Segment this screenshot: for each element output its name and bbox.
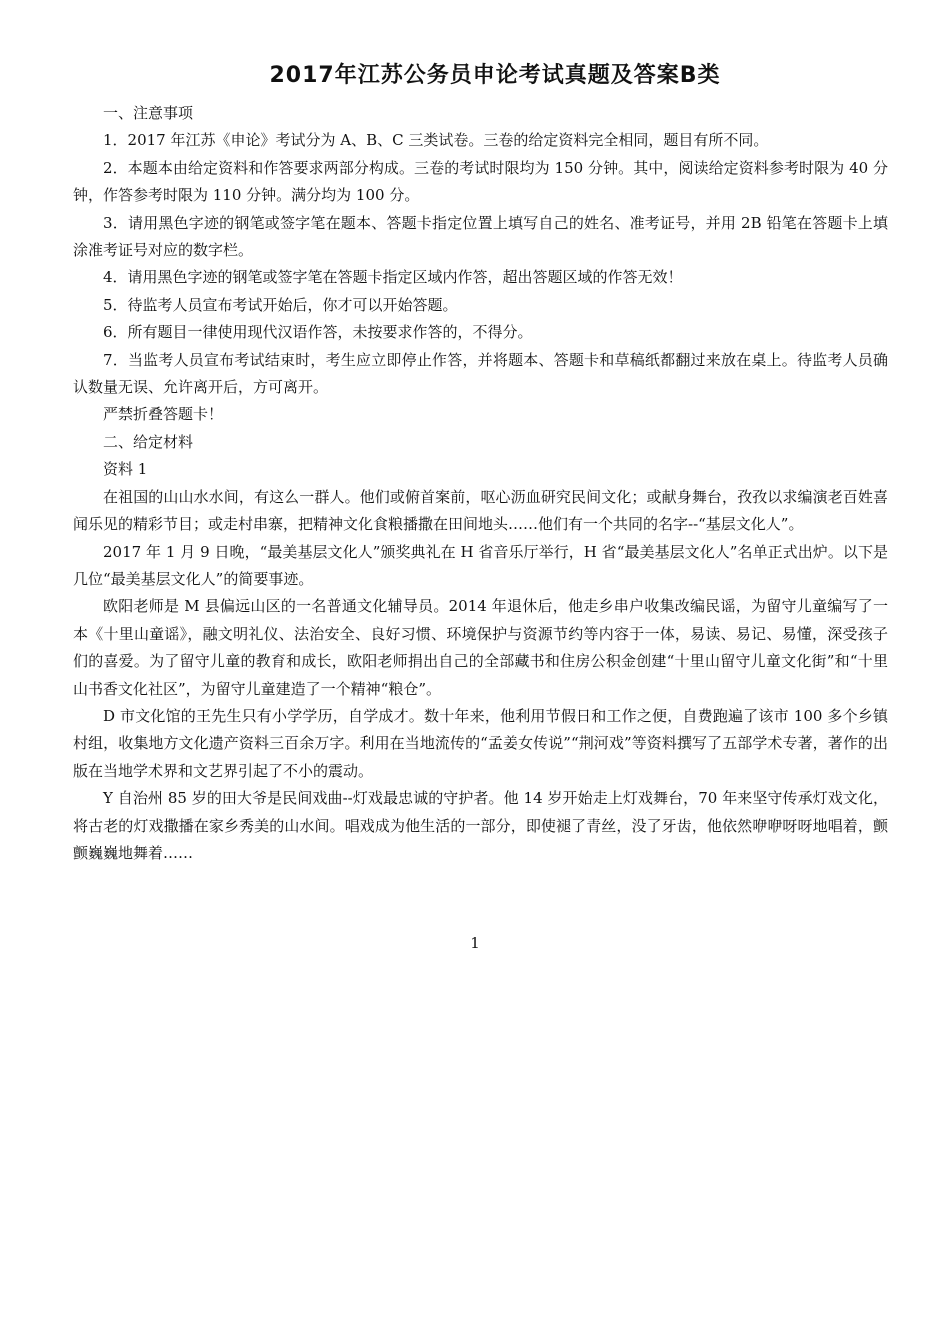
document-body [73,100,888,867]
material-paragraph: 在祖国的山山水水间，有这么一群人。他们或俯首案前，呕心沥血研究民间文化；或献身舞台，孜孜以求编演老百姓喜闻乐见的精彩节目；或走村串寨，把精神文化食粮播撒在田间地头……他们有一个共同的名字--“基层文化人”。 [73,487,888,534]
material-paragraph: D 市文化馆的王先生只有小学学历，自学成才。数十年来，他利用节假日和工作之便，自费跑遍了该市 100 多个乡镇村组，收集地方文化遗产资料三百余万字。利用在当地流传的“孟姜女传说”“荆河戏”等资料撰写了五部学术专著，著作的出版在当地学术界和文艺界引起了不小的震动。 [73,706,888,780]
notice-item-3: 3．请用黑色字迹的钢笔或签字笔在题本、答题卡指定位置上填写自己的姓名、准考证号，并用 2B 铅笔在答题卡上填涂准考证号对应的数字栏。 [73,213,888,260]
notice-item-5: 5．待监考人员宣布考试开始后，你才可以开始答题。 [103,295,458,314]
material-paragraph: 2017 年 1 月 9 日晚，“最美基层文化人”颁奖典礼在 H 省音乐厅举行，H 省“最美基层文化人”名单正式出炉。以下是几位“最美基层文化人”的简要事迹。 [73,542,888,588]
notice-item-6: 6．所有题目一律使用现代汉语作答，未按要求作答的，不得分。 [103,323,533,342]
document-title: 2017年江苏公务员申论考试真题及答案B类 [269,63,721,88]
material-paragraph: Y 自治州 85 岁的田大爷是民间戏曲--灯戏最忠诚的守护者。他 14 岁开始走上灯戏舞台，70 年来坚守传承灯戏文化，将古老的灯戏撒播在家乡秀美的山水间。唱戏成为他生活的一部分，即使褪了青丝，没了牙齿，他依然咿咿呀呀地唱着，颤颤巍巍地舞着…… [73,789,888,862]
notice-item-1: 1．2017 年江苏《申论》考试分为 A、B、C 三类试卷。三卷的给定资料完全相同，题目有所不同。 [103,131,769,150]
notice-item-7: 7．当监考人员宣布考试结束时，考生应立即停止作答，并将题本、答题卡和草稿纸都翻过来放在桌上。待监考人员确认数量无误、允许离开后，方可离开。 [73,350,888,397]
material-label: 资料 1 [103,460,148,479]
warning-text: 严禁折叠答题卡！ [103,405,224,424]
notice-item-4: 4．请用黑色字迹的钢笔或签字笔在答题卡指定区域内作答，超出答题区域的作答无效！ [103,268,683,287]
section-heading-materials: 二、给定材料 [103,432,194,451]
page-number: 1 [470,934,480,952]
material-paragraph: 欧阳老师是 M 县偏远山区的一名普通文化辅导员。2014 年退休后，他走乡串户收集改编民谣，为留守儿童编写了一本《十里山童谣》，融文明礼仪、法治安全、良好习惯、环境保护与资源节约等内容于一体，易读、易记、易懂，深受孩子们的喜爱。为了留守儿童的教育和成长，欧阳老师捐出自己的全部藏书和住房公积金创建“十里山留守儿童文化街”和“十里山书香文化社区”，为留守儿童建造了一个精神“粮仓”。 [73,597,888,698]
section-heading-notes: 一、注意事项 [103,104,194,122]
notice-item-2: 2．本题本由给定资料和作答要求两部分构成。三卷的考试时限均为 150 分钟。其中，阅读给定资料参考时限为 40 分钟，作答参考时限为 110 分钟。满分均为 100 分。 [73,158,888,205]
